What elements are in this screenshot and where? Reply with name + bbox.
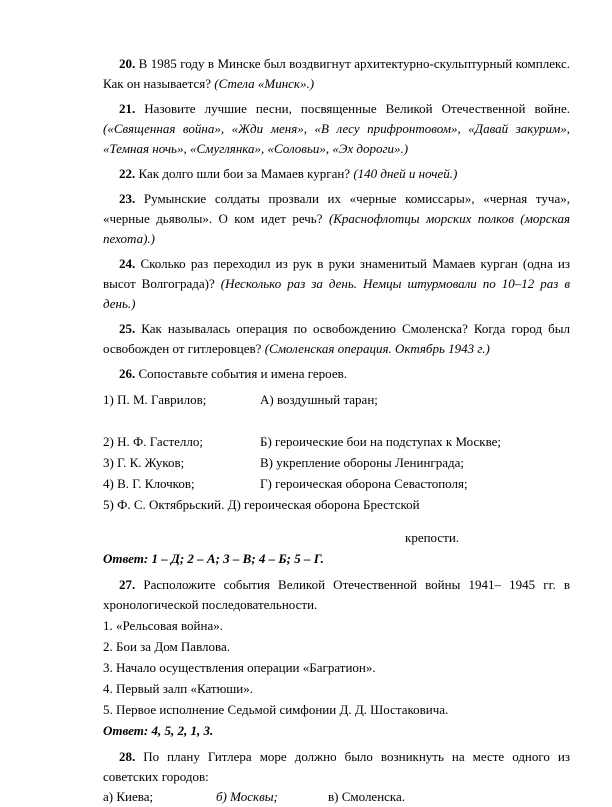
document-page <box>103 54 570 807</box>
question-text: Румынские солдаты прозвали их «черные комиссары», «черная туча», «черные дьяволы». О ком идет речь? <box>103 191 570 226</box>
question-23 <box>103 189 570 249</box>
answer-27: Ответ: 4, 5, 2, 1, 3. <box>103 723 214 738</box>
blank-spacer <box>103 410 570 431</box>
match-row <box>103 473 570 494</box>
question-22 <box>103 164 570 184</box>
question-answer: («Священная война», «Жди меня», «В лесу прифронтовом», «Давай закурим», «Темная ночь», «Смуглянка», «Соловьи», «Эх дороги».) <box>103 121 570 156</box>
list-item: 5. Первое исполнение Седьмой симфонии Д. Д. Шостаковича. <box>103 702 449 717</box>
question-text: В 1985 году в Минске был воздвигнут архитектурно-скульптурный комплекс. Как он называется? <box>103 56 570 91</box>
question-number: 24. <box>119 256 136 271</box>
match-right: А) воздушный таран; <box>260 392 378 407</box>
list-item: 1. «Рельсовая война». <box>103 618 223 633</box>
match-right: Г) героическая оборона Севастополя; <box>260 476 468 491</box>
list-item: 4. Первый залп «Катюши». <box>103 681 253 696</box>
match-last-continuation: крепости. <box>405 530 460 545</box>
question-text: Расположите события Великой Отечественной войны 1941– 1945 гг. в хронологической последовательности. <box>103 577 570 612</box>
question-27 <box>103 575 570 615</box>
question-number: 25. <box>119 321 136 336</box>
question-25 <box>103 319 570 359</box>
question-26 <box>103 364 570 384</box>
question-number: 21. <box>119 101 136 116</box>
match-left: 1) П. М. Гаврилов; <box>103 392 207 407</box>
question-number: 28. <box>119 749 136 764</box>
list-item: 2. Бои за Дом Павлова. <box>103 639 231 654</box>
match-right: Б) героические бои на подступах к Москве; <box>260 434 502 449</box>
match-row <box>103 452 570 473</box>
question-21 <box>103 99 570 159</box>
match-last-line: 5) Ф. С. Октябрьский. Д) героическая оборона Брестской <box>103 497 420 512</box>
question-number: 20. <box>119 56 136 71</box>
answer-26: Ответ: 1 – Д; 2 – А; 3 – В; 4 – Б; 5 – Г. <box>103 551 324 566</box>
question-text: По плану Гитлера море должно было возникнуть на месте одного из советских городов: <box>103 749 570 784</box>
match-right: В) укрепление обороны Ленинграда; <box>260 455 465 470</box>
question-text: Назовите лучшие песни, посвященные Великой Отечественной войне. <box>135 101 570 116</box>
match-row <box>103 431 570 452</box>
question-24 <box>103 254 570 314</box>
match-left: 4) В. Г. Клочков; <box>103 476 195 491</box>
option-b: б) Москвы; <box>216 789 278 804</box>
answer-options <box>103 787 570 807</box>
question-20 <box>103 54 570 94</box>
question-answer: (Краснофлотцы морских полков (морская пехота).) <box>103 211 571 246</box>
question-text: Как называлась операция по освобождению Смоленска? Когда город был освобожден от гитлеровцев? <box>103 321 570 356</box>
question-answer: (Стела «Минск».) <box>214 76 315 91</box>
match-left: 2) Н. Ф. Гастелло; <box>103 434 204 449</box>
list-item: 3. Начало осуществления операции «Багратион». <box>103 660 376 675</box>
option-a: а) Киева; <box>103 789 154 804</box>
question-answer: (Смоленская операция. Октябрь 1943 г.) <box>264 341 490 356</box>
question-text: Сколько раз переходил из рук в руки знаменитый Мамаев курган (одна из высот Волгограда)? <box>103 256 570 291</box>
question-answer: (Несколько раз за день. Немцы штурмовали по 10–12 раз в день.) <box>103 276 571 311</box>
question-answer: (140 дней и ночей.) <box>353 166 458 181</box>
question-text: Как долго шли бои за Мамаев курган? <box>135 166 354 181</box>
match-left: 3) Г. К. Жуков; <box>103 455 185 470</box>
question-number: 27. <box>119 577 136 592</box>
question-text: Сопоставьте события и имена героев. <box>135 366 347 381</box>
question-28 <box>103 747 570 787</box>
option-c: в) Смоленска. <box>328 789 406 804</box>
question-number: 23. <box>119 191 136 206</box>
question-number: 26. <box>119 366 136 381</box>
match-row <box>103 389 570 410</box>
question-number: 22. <box>119 166 136 181</box>
